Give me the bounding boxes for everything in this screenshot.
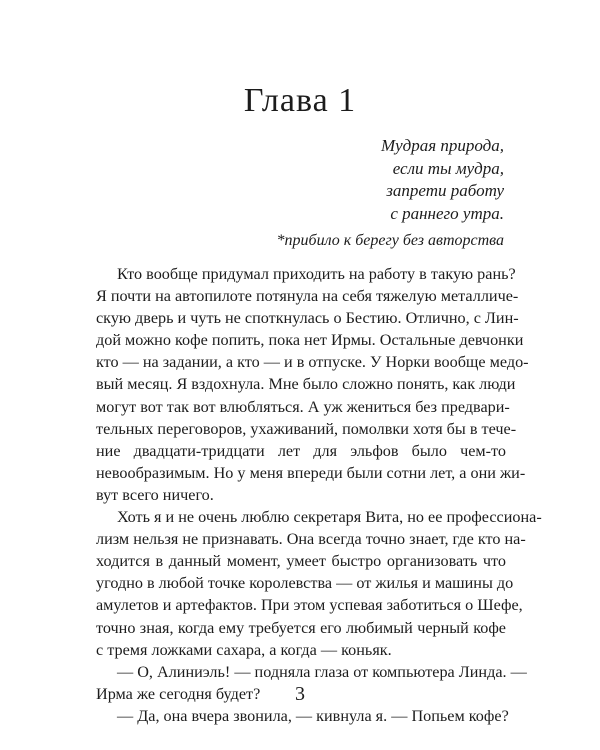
epigraph-line: если ты мудра, bbox=[392, 158, 504, 178]
text-line: скую дверь и чуть не споткнулась о Бестию. Отлично, с Лин- bbox=[96, 309, 519, 328]
epigraph-line: Мудрая природа, bbox=[380, 136, 504, 155]
text-line: дой можно кофе попить, пока нет Ирмы. Остальные девчонки bbox=[96, 331, 524, 350]
text-line: тельных переговоров, ухаживаний, помолвки хотя бы в тече- bbox=[96, 419, 517, 438]
epigraph-line: запрети работу bbox=[386, 181, 504, 200]
text-line: Я почти на автопилоте потянула на себя тяжелую металличе- bbox=[96, 287, 519, 306]
text-line: — Да, она вчера звонила, — кивнула я. — Попьем кофе? bbox=[117, 706, 509, 725]
text-line: угодно в любой точке королевства — от жилья и машины до bbox=[96, 574, 514, 593]
text-line: амулетов и артефактов. При этом успевая заботиться о Шефе, bbox=[96, 596, 523, 615]
text-line: — О, Алиниэль! — подняла глаза от компьютера Линда. — bbox=[117, 662, 527, 681]
text-line: кто — на задании, а кто — и в отпуске. У Норки вообще медо- bbox=[96, 353, 529, 372]
epigraph-attribution: *прибило к берегу без авторства bbox=[276, 232, 504, 249]
text-line: невообразимым. Но у меня впереди были сотни лет, а они жи- bbox=[96, 463, 526, 482]
epigraph-line: с раннего утра. bbox=[390, 203, 504, 223]
text-line: вут всего ничего. bbox=[96, 485, 214, 504]
text-line: Хоть я и не очень люблю секретаря Вита, но ее профессиона- bbox=[117, 508, 542, 527]
page-number: 3 bbox=[295, 683, 305, 705]
text-line: ходится в данный момент, умеет быстро организовать что bbox=[96, 552, 506, 571]
text-line: могут вот так вот влюбляться. А уж жениться без предвари- bbox=[96, 397, 510, 416]
chapter-title: Глава 1 bbox=[243, 82, 357, 119]
text-line: вый месяц. Я вздохнула. Мне было сложно понять, как люди bbox=[96, 375, 516, 394]
body-text bbox=[96, 263, 542, 727]
epigraph bbox=[277, 135, 504, 253]
text-line: ние двадцати-тридцати лет для эльфов было чем-то bbox=[96, 441, 506, 460]
text-line: точно зная, когда ему требуется его любимый черный кофе bbox=[96, 618, 506, 637]
text-line: Ирма же сегодня будет? bbox=[96, 684, 261, 703]
text-line: с тремя ложками сахара, а когда — коньяк. bbox=[96, 640, 392, 659]
text-line: Кто вообще придумал приходить на работу в такую рань? bbox=[117, 265, 516, 283]
text-line: лизм нельзя не признавать. Она всегда точно знает, где кто на- bbox=[96, 530, 526, 549]
